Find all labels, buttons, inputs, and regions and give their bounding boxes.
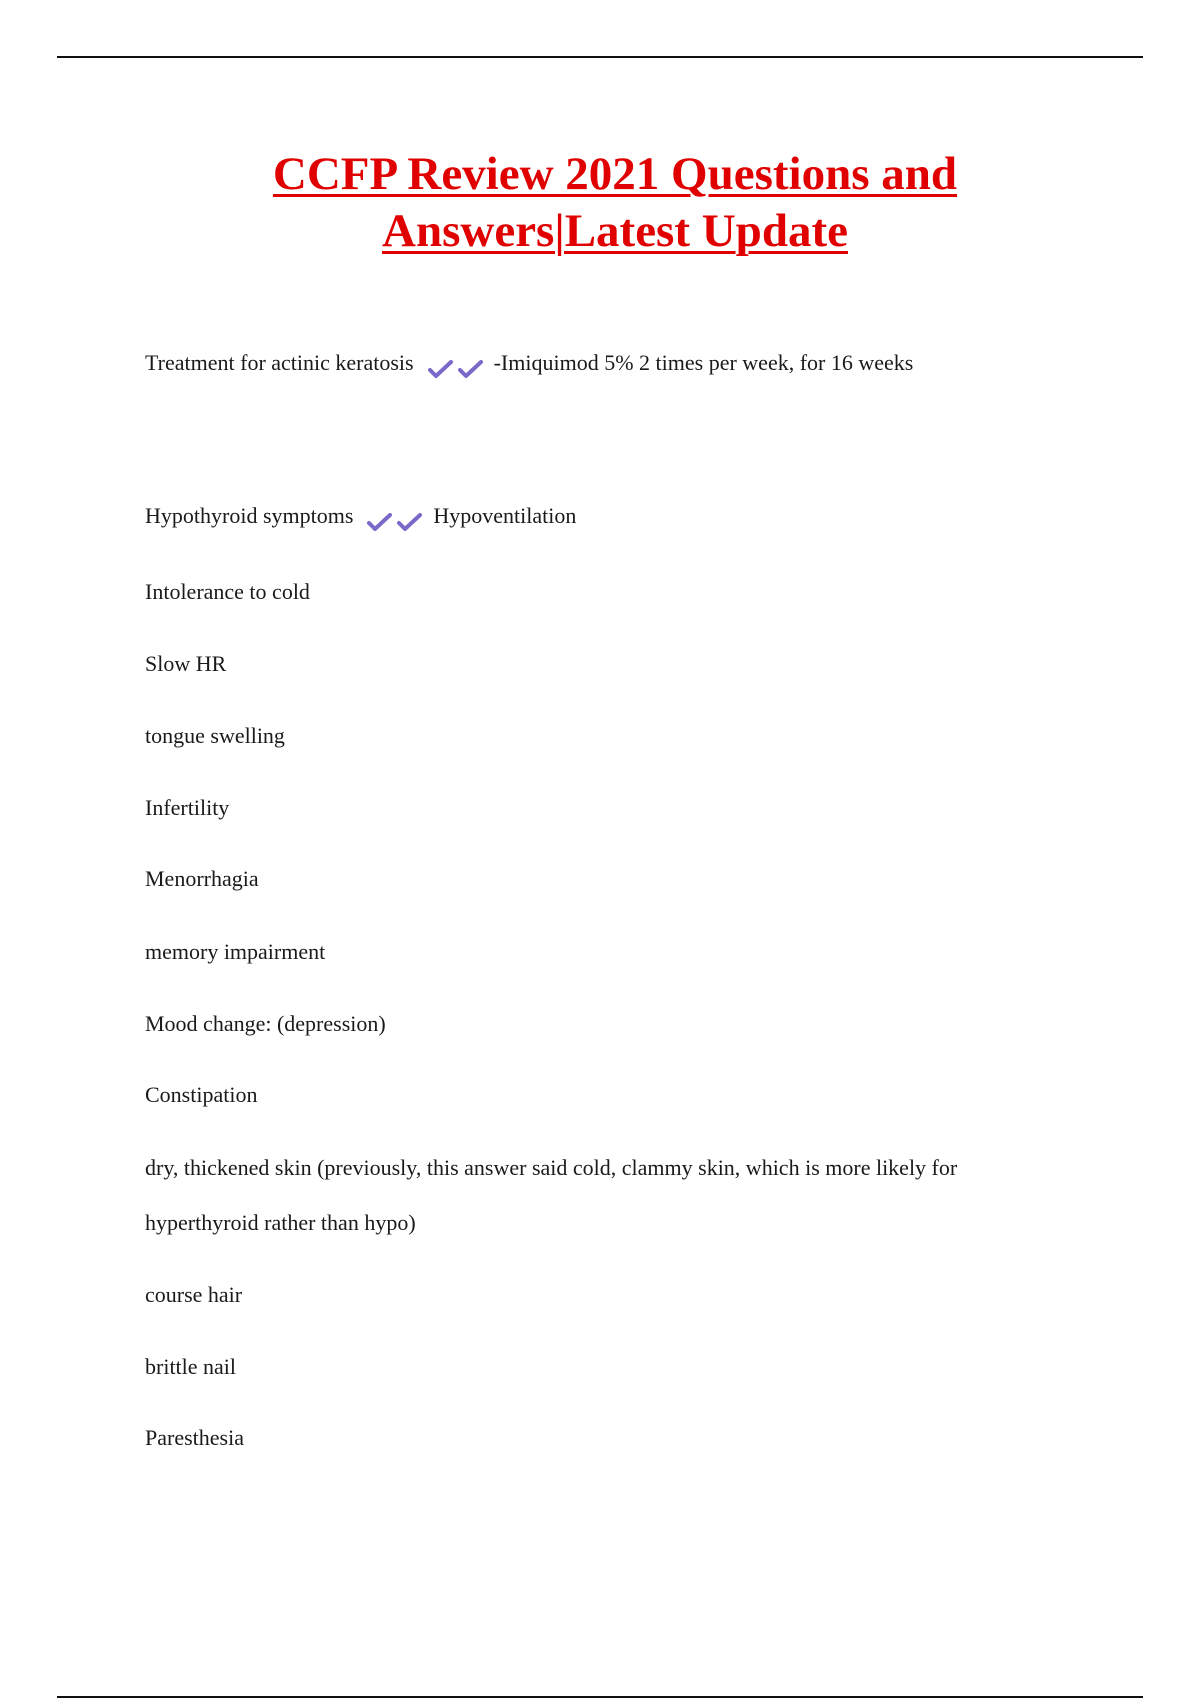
list-item: hyperthyroid rather than hypo) <box>145 1210 416 1235</box>
double-checkmark-icon <box>428 353 488 381</box>
double-checkmark-icon <box>367 506 427 534</box>
list-item: tongue swelling <box>145 723 285 748</box>
list-item: brittle nail <box>145 1354 237 1379</box>
question-text: Hypothyroid symptoms <box>145 503 354 528</box>
list-item: Menorrhagia <box>145 866 259 891</box>
footer-rule <box>57 1696 1143 1698</box>
question-text: Treatment for actinic keratosis <box>145 350 414 375</box>
list-item: Slow HR <box>145 651 227 676</box>
list-item: Constipation <box>145 1082 258 1107</box>
header-rule <box>57 56 1143 58</box>
list-item: Intolerance to cold <box>145 579 310 604</box>
title-line-2: Answers|Latest Update <box>382 205 848 257</box>
document-title <box>160 146 1070 260</box>
qa-item <box>145 502 576 534</box>
answer-text: Hypoventilation <box>433 503 577 528</box>
list-item: memory impairment <box>145 939 326 964</box>
list-item: course hair <box>145 1282 243 1307</box>
list-item: dry, thickened skin (previously, this answer said cold, clammy skin, which is more likely for <box>145 1155 958 1180</box>
list-item: Infertility <box>145 795 230 820</box>
answer-text: -Imiquimod 5% 2 times per week, for 16 weeks <box>493 350 914 375</box>
list-item: Paresthesia <box>145 1425 244 1450</box>
list-item: Mood change: (depression) <box>145 1011 386 1036</box>
title-line-1: CCFP Review 2021 Questions and <box>272 148 958 200</box>
qa-item <box>145 349 913 381</box>
